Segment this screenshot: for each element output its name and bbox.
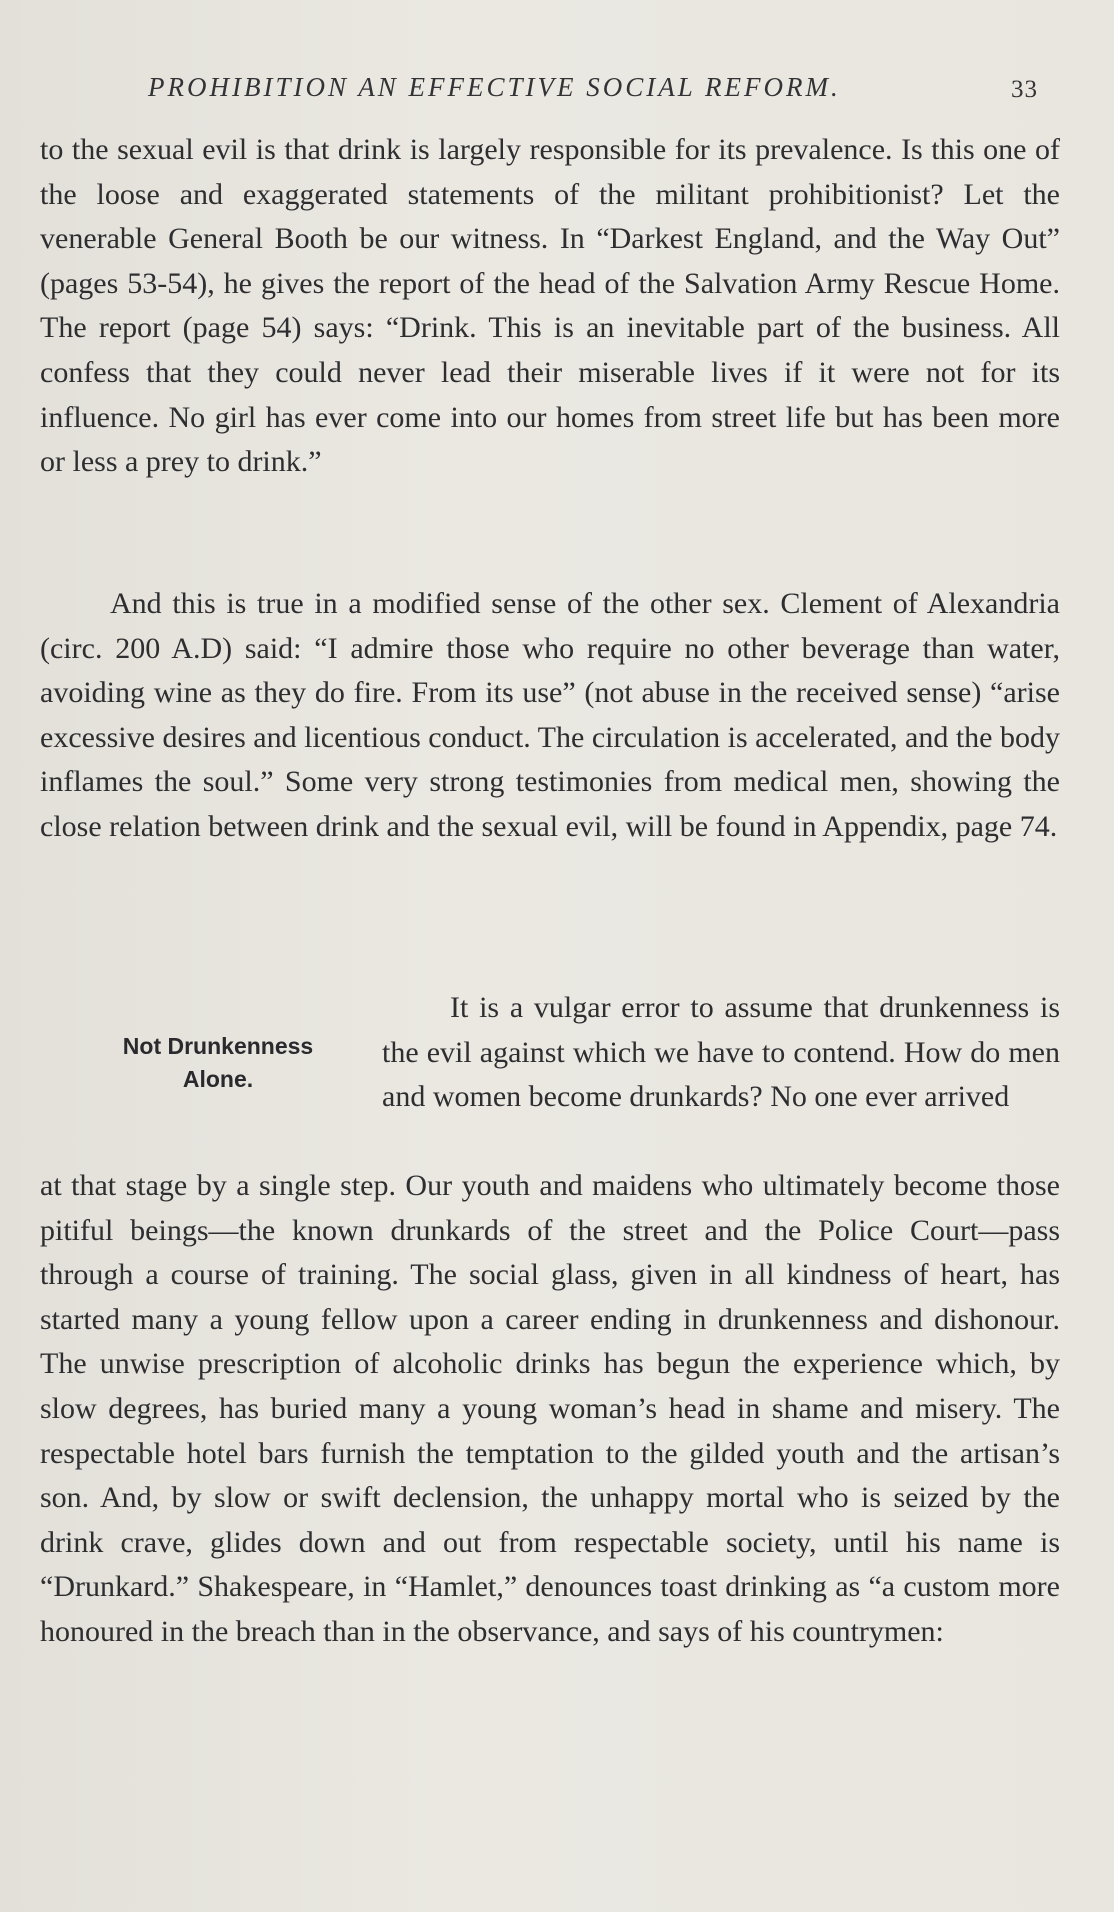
paragraph-1-text: to the sexual evil is that drink is largely responsible for its prevalence. Is this one of the loose and exaggerated statements of the militant prohibitionist? Let the venerable General Booth be our witness. In “Darkest England, and the Way Out” (pages 53-54), he gives the report of the head of the Salvation Army Rescue Home. The report (page 54) says: “Drink. This is an inevitable part of the business. All confess that they could never lead their miserable lives if it were not for its influence. No girl has ever come into our homes from street life but has been more or less a prey to drink.” xyxy=(40,133,1060,479)
side-heading: Not Drunkenness Alone. xyxy=(122,1033,314,1092)
paragraph-3-start-text: It is a vulgar error to assume that drunkenness is the evil against which we have to contend. How do men and women become drunkards? No one ever arrived xyxy=(382,991,1060,1114)
paragraph-3-beside-heading xyxy=(382,986,1060,1120)
page-number: 33 xyxy=(1011,76,1038,103)
paragraph-2-text: And this is true in a modified sense of the other sex. Clement of Alexandria (circ. 200 A.D) said: “I admire those who require no other beverage than water, avoiding wine as they do fire. From its use” (not abuse in the received sense) “arise excessive desires and licentious conduct. The circulation is accelerated, and the body inflames the soul.” Some very strong testimonies from medical men, showing the close relation between drink and the sexual evil, will be found in Appendix, page 74. xyxy=(40,587,1060,843)
running-head xyxy=(148,72,1038,112)
paragraph-1 xyxy=(40,128,1060,485)
paragraph-2 xyxy=(40,582,1060,850)
paragraph-3-rest-text: at that stage by a single step. Our youth and maidens who ultimately become those pitiful beings—the known drunkards of the street and the Police Court—pass through a course of training. The social glass, given in all kindness of heart, has started many a young fellow upon a career ending in drunkenness and dishonour. The unwise prescription of alcoholic drinks has begun the experience which, by slow degrees, has buried many a young woman’s head in shame and misery. The respectable hotel bars furnish the temptation to the gilded youth and the artisan’s son. And, by slow or swift declension, the unhappy mortal who is seized by the drink crave, glides down and out from respectable society, until his name is “Drunkard.” Shakespeare, in “Hamlet,” denounces toast drinking as “a custom more honoured in the breach than in the observance, and says of his countrymen: xyxy=(40,1169,1060,1648)
paragraph-3-continued xyxy=(40,1164,1060,1655)
running-title: PROHIBITION AN EFFECTIVE SOCIAL REFORM. xyxy=(148,72,841,102)
